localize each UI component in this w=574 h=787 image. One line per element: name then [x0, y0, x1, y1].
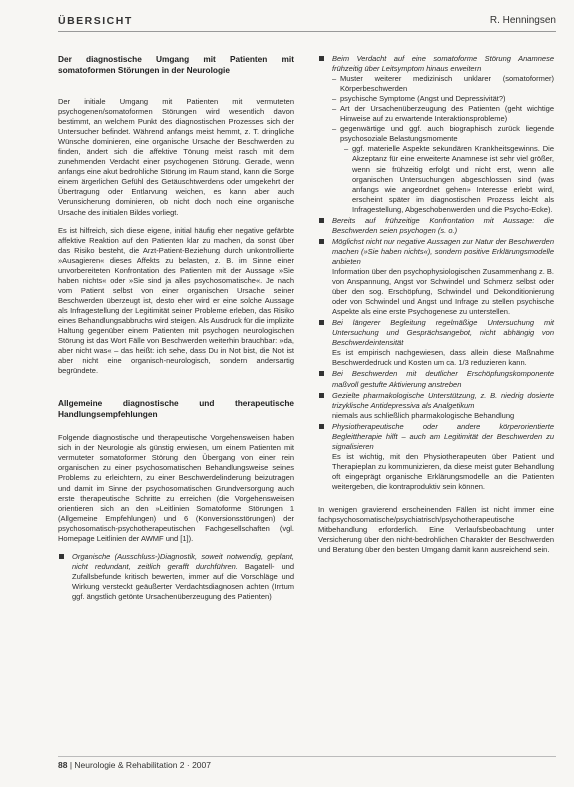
nested-sublist-item: – ggf. materielle Aspekte sekundären Krankheitsgewinns. Die Akzeptanz für eine erweiterte Anamnese ist sehr viel größer, wenn sie frühzeitig erfolgt und nicht erst, wenn alle organischen Untersuchungen abgeschlossen sind (was anfangs wie angeordnet gehen» Interesse erlebt wird, erscheint später im diagnostischen Prozess leicht als Infragestellung, Abgeschobenwerden und die Psycho-Ecke). [344, 144, 554, 214]
section-label: ÜBERSICHT [58, 15, 133, 27]
nested-sublist [344, 144, 554, 214]
list-item-heading: Beim Verdacht auf eine somatoforme Störung Anamnese frühzeitig über Leitsymptom hinaus erweitern [332, 54, 554, 74]
sublist-item: – Muster weiterer medizinisch unklarer (somatoformer) Körperbeschwerden [332, 74, 554, 94]
list-item-heading: Bereits auf frühzeitige Konfrontation mit Aussage: die Beschwerden seien psychogen (s. o.) [332, 215, 554, 235]
list-item-heading: Organische (Ausschluss-)Diagnostik, soweit notwendig, geplant, nicht redundant, zeitlich gerafft durchführen. [72, 551, 294, 571]
footer-divider: | [69, 760, 75, 770]
header-rule [58, 31, 556, 32]
list-item [318, 422, 554, 492]
list-item [318, 318, 554, 368]
list-item-text: Es ist wichtig, mit den Physiotherapeuten über Patient und Therapieplan zu kommunizieren, da diese meist guter Behandlung oft eingeprägt organische Erklärungsmodelle an die Patienten weitergeben, die kontraproduktiv sein können. [332, 451, 554, 491]
page-header [58, 14, 556, 32]
list-item-heading: Gezielte pharmakologische Unterstützung, z. B. niedrig dosierte trizyklische Antidepressiva als Analgetikum [332, 390, 554, 410]
list-item-heading: Bei längerer Begleitung regelmäßige Untersuchung mit Untersuchung und Gesprächsangebot, nicht abhängig von Beschwerdeintensität [332, 318, 554, 348]
list-item [318, 369, 554, 389]
paragraph-1: Der initiale Umgang mit Patienten mit vermuteten psychogenen/somatoformen Störungen wird wesentlich davon bestimmt, an welchem Punkt des diagnostischen Prozesses sich der Untersucher befindet. Während anfangs meist hemmt, z. T. dringliche Wünsche dominieren, eine organische Ursache der Beschwerden zu finden, ändert sich die affektive Tönung meist rasch mit dem zunehmenden Verdacht einer psychogenen Störung. Gerade, wenn anfangs eine akut bedrohliche Störung im Raum stand, kann die Sorge einem ärgerlichen Gefühl des Getäuschtwerdens oder umgekehrt der Übertragung oder Entlarvung weichen, es kann aber auch Verunsicherung dominieren, ob nicht doch noch eine organische Ursache des initialen Bildes vorliegt. [58, 97, 294, 217]
author-line: R. Henningsen [489, 15, 556, 26]
list-item [58, 552, 294, 602]
list-item-heading: Physiotherapeutische oder andere körperorientierte Begleittherapie hilft – auch am Legitimität der Beschwerden zu signalisieren [332, 421, 554, 451]
section-heading-2: Allgemeine diagnostische und therapeutische Handlungsempfehlungen [58, 398, 294, 419]
sublist-item-text: gegenwärtige und ggf. auch biographisch zurück liegende psychosoziale Belastungsmomente [340, 124, 554, 144]
list-item-text: niemals aus schließlich pharmakologische Behandlung [332, 410, 515, 420]
footer-rule [58, 756, 556, 757]
journal-name: Neurologie & Rehabilitation 2 · 2007 [74, 760, 211, 770]
page-footer [58, 760, 556, 774]
right-column [318, 54, 554, 555]
page-number: 88 [58, 760, 68, 770]
list-item-text: Es ist empirisch nachgewiesen, dass allein diese Maßnahme Beschwerdedruck und Kosten um ca. 1/3 reduzieren kann. [332, 348, 554, 368]
list-item [318, 237, 554, 317]
paragraph-2: Es ist hilfreich, sich diese eigene, initial häufig eher negative gefärbte affektive Reaktion auf den Patienten klar zu machen, da sonst über das Risiko besteht, die Arzt-Patient-Beziehung durch unkontrollierte »Ausagieren« dieses Affekts zu belasten, z. B. im Sinne einer unvorbereiteten Konfrontation des Patienten mit der Aussage »Sie haben nichts« oder »Sie sind ja alles psychosomatische«. Je nach vom Patient selbst von einer organischen Ursache seiner Beschwerden überzeugt ist, desto eher wird er eine solche Aussage als Infragestellung der Legitimität seiner Probleme erleben, das Risiko eines Behandlungsabbruchs wird steigen. Als Ausdruck für die implizite Haltung gegenüber einem Patienten mit psychogen neurologischen Störung ist das Wort Fälle von Beschwerden weiterhin brauchbar: »da, aber nicht was« – das heißt: ich sehe, dass Du in Not bist, die Not ist aber nicht eine organisch-neurologisch, sondern andersartig begründete. [58, 225, 294, 376]
list-item-text: Bagatell- und Zufallsbefunde kritisch bewerten, immer auf die Vorschläge und Wirkung versteckt geäußerter Verdachtsdiagnosen achten (Irrtum ggf. ängstlich getönte Ursachenüberzeugung des Patienten) [72, 561, 294, 601]
list-item-text: Information über den psychophysiologischen Zusammenhang z. B. von Anspannung, Angst vor Schwindel und Schmerz selbst oder über den sog. Erschöpfung, Schwindel und Dekonditionierung oder von Schwindel und Angst und Infrage zu stellen psychische Aspekte als eine erste Psychogenese zu unterstellen. [332, 266, 554, 317]
list-item [318, 216, 554, 236]
recommendation-list-right [318, 54, 554, 492]
section-heading-1: Der diagnostische Umgang mit Patienten mit somatoformen Störungen in der Neurologie [58, 54, 294, 75]
list-item-heading: Bei Beschwerden mit deutlicher Erschöpfungskomponente maßvoll gestufte Aktivierung anstreben [332, 369, 554, 389]
list-item-heading: Möglichst nicht nur negative Aussagen zur Natur der Beschwerden machen (»Sie haben nichts«), sondern positive Erklärungsmodelle anbieten [332, 236, 554, 266]
closing-paragraph: In wenigen gravierend erscheinenden Fällen ist nicht immer eine fachpsychosomatische/psychiatrisch/psychotherapeutische Mitbehandlung erforderlich. Eine Verlaufsbeobachtung unter Versicherung über den nicht-bedrohlichen Charakter der Beschwerden und Beratung über den besten Umgang damit kann ausreichend sein. [318, 505, 554, 555]
list-item [318, 54, 554, 215]
spacer [58, 384, 294, 398]
sublist-item: – psychische Symptome (Angst und Depressivität?) [332, 94, 554, 104]
paragraph-3: Folgende diagnostische und therapeutische Vorgehensweisen haben sich in der Neurologie als günstig erwiesen, um einem Patienten mit vermuteter somatoformer Störung den Übergang von einer rein organischen zu einer psychosomatischen Behandlungsweise seines Problems zu erleichtern, zu einer Beschwerdelinderung beizutragen und damit im Sinne der psychosomatischen Grundversorgung auch erste therapeutische Schritte zu erreichen (die Vorgehensweisen orientieren sich an den »Leitlinien Somatoforme Störungen 1 (Allgemeine Empfehlungen) und 6 (Konversionsstörungen) der psychosomatisch-psychotherapeutischen Fachgesellschaften (vgl. Homepage Leitlinien der AWMF und [1]). [58, 433, 294, 543]
recommendation-list-left [58, 552, 294, 602]
anamnesis-sublist [332, 74, 554, 215]
left-column [58, 54, 294, 603]
list-item [318, 391, 554, 421]
sublist-item: – Art der Ursachenüberzeugung des Patienten (geht wichtige Hinweise auf zu erwartende Interaktionsprobleme) [332, 104, 554, 124]
spacer [318, 493, 554, 505]
sublist-item [332, 124, 554, 214]
